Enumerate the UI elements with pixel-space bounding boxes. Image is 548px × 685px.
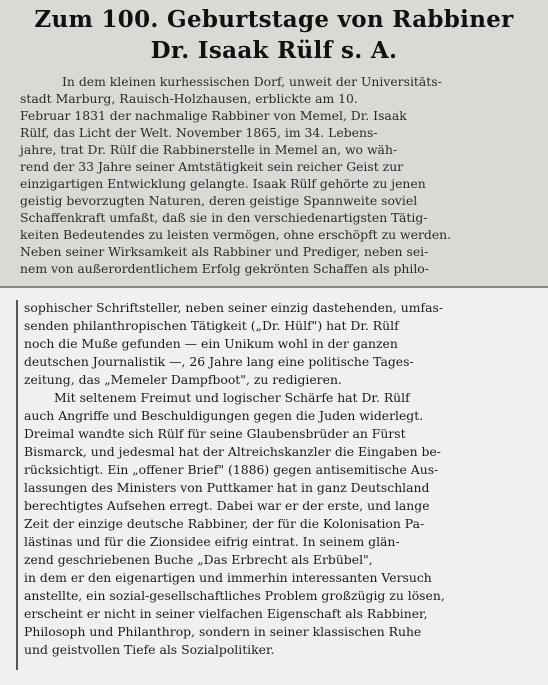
- body-line: berechtigtes Aufsehen erregt. Dabei war er der erste, und lange: [24, 498, 430, 513]
- body-line: Dreimal wandte sich Rülf für seine Glaubensbrüder an Fürst: [24, 426, 406, 441]
- body-line: Mit seltenem Freimut und logischer Schärfe hat Dr. Rülf: [54, 390, 410, 405]
- body-line: Philosoph und Philanthrop, sondern in seiner klassischen Ruhe: [24, 624, 422, 639]
- body-line: einzigartigen Entwicklung gelangte. Isaak Rülf gehörte zu jenen: [20, 176, 426, 191]
- headline-line-2: Dr. Isaak Rülf s. A.: [150, 37, 398, 64]
- body-line: Rülf, das Licht der Welt. November 1865, im 34. Lebens-: [20, 125, 378, 140]
- body-line: erscheint er nicht in seiner vielfachen Eigenschaft als Rabbiner,: [24, 606, 428, 621]
- body-line: anstellte, ein sozial-gesellschaftliches Problem großzügig zu lösen,: [24, 588, 445, 603]
- body-line: in dem er den eigenartigen und immerhin interessanten Versuch: [24, 570, 432, 585]
- body-line: sophischer Schriftsteller, neben seiner einzig dastehenden, umfas-: [24, 300, 444, 315]
- body-line: zend geschriebenen Buche „Das Erbrecht als Erbübel",: [24, 552, 373, 567]
- body-line: jahre, trat Dr. Rülf die Rabbinerstelle in Memel an, wo wäh-: [20, 142, 398, 157]
- headline-line-1: Zum 100. Geburtstage von Rabbiner: [34, 6, 514, 33]
- upper-scan-region: [0, 0, 548, 288]
- body-line: lassungen des Ministers von Puttkamer hat in ganz Deutschland: [24, 480, 430, 495]
- column-rule: [16, 300, 18, 670]
- body-line: rücksichtigt. Ein „offener Brief" (1886) gegen antisemitische Aus-: [24, 462, 439, 477]
- body-line: rend der 33 Jahre seiner Amtstätigkeit sein reicher Geist zur: [20, 159, 404, 174]
- body-line: und geistvollen Tiefe als Sozialpolitiker.: [24, 642, 275, 657]
- body-line: deutschen Journalistik —, 26 Jahre lang eine politische Tages-: [24, 354, 414, 369]
- body-line: lästinas und für die Zionsidee eifrig eintrat. In seinem glän-: [24, 534, 400, 549]
- body-line: keiten Bedeutendes zu leisten vermögen, ohne erschöpft zu werden.: [20, 227, 452, 242]
- body-line: Zeit der einzige deutsche Rabbiner, der für die Kolonisation Pa-: [24, 516, 425, 531]
- body-line: Neben seiner Wirksamkeit als Rabbiner und Prediger, neben sei-: [20, 244, 429, 259]
- body-line: nem von außerordentlichem Erfolg gekrönten Schaffen als philo-: [20, 261, 429, 276]
- body-line: noch die Muße gefunden — ein Unikum wohl in der ganzen: [24, 336, 398, 351]
- body-line: geistig bevorzugten Naturen, deren geistige Spannweite soviel: [20, 193, 418, 208]
- body-line: zeitung, das „Memeler Dampfboot", zu redigieren.: [24, 372, 342, 387]
- body-line: stadt Marburg, Rauisch-Holzhausen, erblickte am 10.: [20, 91, 358, 106]
- body-line: In dem kleinen kurhessischen Dorf, unweit der Universitäts-: [62, 74, 442, 89]
- body-line: auch Angriffe und Beschuldigungen gegen die Juden widerlegt.: [24, 408, 424, 423]
- body-line: senden philanthropischen Tätigkeit („Dr. Hülf") hat Dr. Rülf: [24, 318, 399, 333]
- body-line: Bismarck, und jedesmal hat der Altreichskanzler die Eingaben be-: [24, 444, 441, 459]
- body-line: Februar 1831 der nachmalige Rabbiner von Memel, Dr. Isaak: [20, 108, 407, 123]
- body-line: Schaffenkraft umfaßt, daß sie in den verschiedenartigsten Tätig-: [20, 210, 428, 225]
